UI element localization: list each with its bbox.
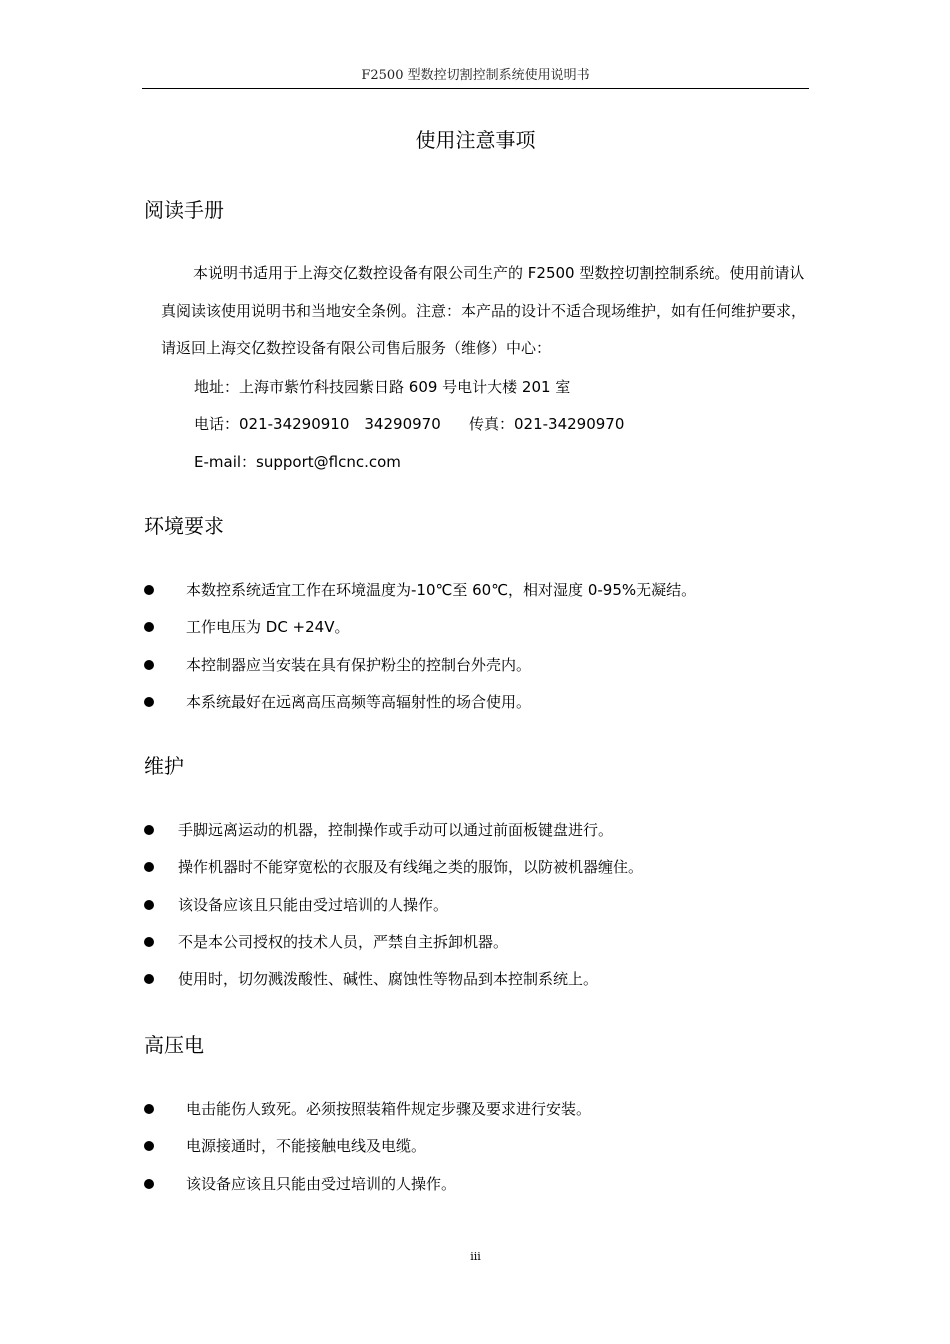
contact-phone: 电话：021-34290910 34290970 bbox=[194, 415, 441, 433]
bullet-icon bbox=[144, 937, 154, 947]
page-title: 使用注意事项 bbox=[415, 128, 536, 152]
section-heading-maintenance: 维护 bbox=[144, 754, 184, 778]
bullet-icon bbox=[144, 660, 154, 670]
page-number: iii bbox=[470, 1250, 481, 1263]
contact-fax: 传真：021-34290970 bbox=[469, 415, 625, 433]
manual-paragraph bbox=[161, 255, 809, 368]
section-heading-environment: 环境要求 bbox=[144, 514, 224, 538]
header-divider bbox=[142, 88, 809, 89]
document-page: F2500 型数控切割控制系统使用说明书 使用注意事项 阅读手册 本说明书适用于上海交亿数控设备有限公司生产的 F2500 型数控切割控制系统。使用前请认真阅读该使用说明书和当地安全条例。注意：本产品的设计不适合现场维护，如有任何维护要求，请返回上海交亿数控设备有限公司售后服务（维修）中心： 地址：上海市紫竹科技园紫日路 609 号电计大楼 201 室 电话：021-34290910 34290970 传真：021-34290970 E-mail：support@flcnc.com 环境要求 本数控系统适宜工作在环境温度为-10℃至 60℃，相对湿度 0-95%无凝结。 工作电压为 DC +24V。 本控制器应当安装在具有保护粉尘的控制台外壳内。 本系统最好在远离高压高频等高辐射性的场合使用。 维护 手脚远离运动的机器，控制操作或手动可以通过前面板键盘进行。 操作机器时不能穿宽松的衣服及有线绳之类的服饰，以防被机器缠住。 该设备应该且只能由受过培训的人操作。 不是本公司授权的技术人员，严禁自主拆卸机器。 使用时，切勿溅泼酸性、碱性、腐蚀性等物品到本控制系统上。 高压电 电击能伤人致死。必须按照装箱件规定步骤及要求进行安装。 电源接通时，不能接触电线及电缆。 该设备应该且只能由受过培训的人操作。 iii bbox=[0, 0, 950, 1344]
section-heading-manual: 阅读手册 bbox=[144, 198, 224, 222]
section-heading-high-voltage: 高压电 bbox=[144, 1033, 204, 1057]
running-header: F2500 型数控切割控制系统使用说明书 bbox=[361, 68, 590, 83]
bullet-icon bbox=[144, 825, 154, 835]
manual-paragraph-text: 本说明书适用于上海交亿数控设备有限公司生产的 F2500 型数控切割控制系统。使用前请认真阅读该使用说明书和当地安全条例。注意：本产品的设计不适合现场维护，如有任何维护要求，请返回上海交亿数控设备有限公司售后服务（维修）中心： bbox=[161, 264, 807, 357]
bullet-icon bbox=[144, 1104, 154, 1114]
bullet-icon bbox=[144, 585, 154, 595]
bullet-icon bbox=[144, 862, 154, 872]
bullet-icon bbox=[144, 697, 154, 707]
bullet-icon bbox=[144, 900, 154, 910]
contact-address: 地址：上海市紫竹科技园紫日路 609 号电计大楼 201 室 bbox=[194, 378, 571, 396]
bullet-icon bbox=[144, 1141, 154, 1151]
contact-email: E-mail：support@flcnc.com bbox=[194, 453, 401, 471]
bullet-icon bbox=[144, 974, 154, 984]
bullet-icon bbox=[144, 1179, 154, 1189]
bullet-icon bbox=[144, 622, 154, 632]
